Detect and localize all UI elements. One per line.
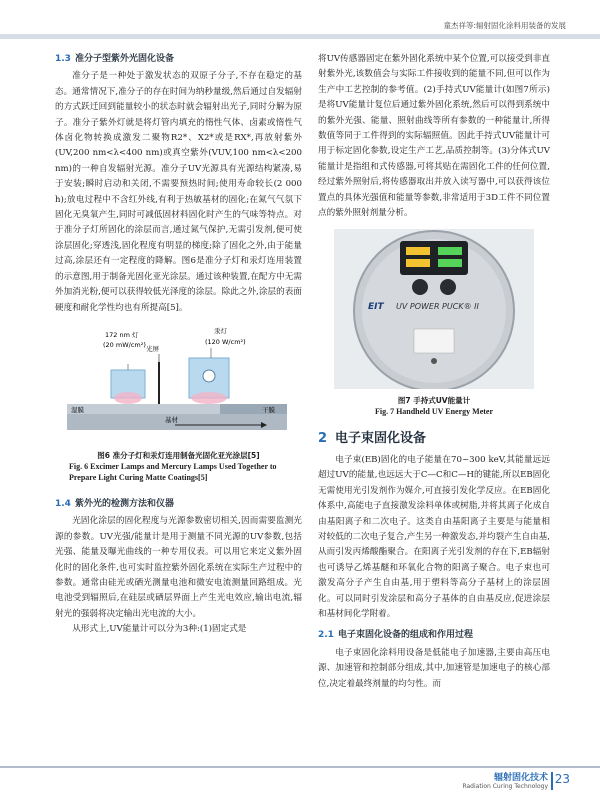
meter-product-name: UV POWER PUCK® II <box>396 302 479 312</box>
paragraph-excimer: 准分子是一种处于激发状态的双原子分子,不存在稳定的基态。通常情况下,准分子的存在时间为纳秒量级,然后通过自发辐射的方式跃迁回到能量较小的状态时就会辐射出光子,同时分解为原子。准分子紫外灯就是将灯管内填充的惰性气体、卤素或惰性气体卤化物转换成激发二聚物R2*、X2*或是RX*,再放射紫外(UV,200 nm<λ<400 nm)或真空紫外(VUV,100 nm<λ<200 nm)的一种自发辐射光源。准分子UV光源具有光源结构紧凑,易于安装;瞬时启动和关闭,不需要预热时间;使用寿命较长(2 000 h);放电过程中不含红外线,有利于热敏基材的固化;在氮气气氛下固化无臭氧产生,同时可减低固材料固化时产生的气味等特点。对于准分子灯所固化的涂层而言,通过氮气保护,无需引发剂,便可使涂层固化;穿透浅,固化程度有明显的梯度;除了固化之外,由于能量过高,涂层还有一定程度的降解。图6是准分子灯和汞灯连用装置的示意图,用于制备光固化亚光涂层。通过该种装置,在配方中无需外加消光粉,便可以获得较低光泽度的涂层。除此之外,涂层的表面硬度和耐化学性均也有所提高[5]。 <box>55 71 302 313</box>
paragraph-eb-curing: 电子束(EB)固化的电子能量在70~300 keV,其能量远远超过UV的能量,也远远大于C—C和C—H的键能,所以EB固化无需使用光引发剂作为媒介,可直接引发化学反应。在EB固化体系中,高能电子直接激发涂料单体或树脂,并将其离子化成自由基阳离子和二次电子。这类自由基阳离子主要是与能量相对较低的二次电子复合,产生另一种激发态,并均裂产生自由基,从而引发丙烯酸酯聚合。在阳离子光引发剂的存在下,EB辐射也可诱导乙烯基醚和环氧化合物的阳离子聚合。电子束也可激发高分子产生自由基,用于塑料等高分子基材上的涂层固化。可以同时引发涂层和高分子基体的自由基反应,促进涂层和基材间化学附着。 <box>318 454 550 619</box>
figure-6-diagram <box>55 324 302 444</box>
section-number: 2 <box>318 431 328 447</box>
paragraph-meter-types-continued: 将UV传感器固定在紫外固化系统中某个位置,可以接受到非直射紫外光,该数值会与实际工件接收到的能量不同,但可以作为生产中工艺控制的参考值。(2)手持式UV能量计(如图7所示)是将UV能量计复位后通过紫外固化系统,然后可以得到系统中的紫外光强、能量、照射曲线等所有参数的一种能量计,所得数值等同于工件得到的实际辐照值。因此手持式UV能量计可用于标定固化参数,设定生产工艺,品质控制等。(3)分体式UV能量计是指组和式传感器,可将其贴在需固化工件的任何位置,经过紫外照射后,将传感器取出并放入读写器中,可以获得该位置点的具体光强值和能量等参数,非常适用于3D工件不同位置点的紫外照射剂量分析。 <box>318 54 550 219</box>
shield-label: 光屏 <box>146 344 159 353</box>
meter-button-left <box>412 279 428 295</box>
running-title: 童杰祥等:辐射固化涂料用装备的发展 <box>443 21 566 30</box>
dry-film-band <box>220 404 287 414</box>
figure-7-caption-zh: 图7 手持式UV能量计 <box>397 396 471 406</box>
page-number-bar <box>551 772 553 790</box>
page-number: 23 <box>554 772 570 786</box>
light-shield <box>158 362 160 404</box>
section-2-heading <box>318 431 550 446</box>
figure-7-caption-en: Fig. 7 Handheld UV Energy Meter <box>374 407 494 417</box>
figure-6-caption-zh: 图6 准分子灯和汞灯连用制备光固化亚光涂层[5] <box>97 450 260 460</box>
journal-name-zh: 辐射固化技术 <box>493 773 548 783</box>
figure-6 <box>55 324 302 483</box>
dry-film-label: 干膜 <box>262 405 275 414</box>
section-title: 紫外光的检测方法和仪器 <box>74 498 174 509</box>
journal-name-en: Radiation Curing Technology <box>462 783 548 790</box>
footer-journal <box>462 770 548 790</box>
paragraph-uv-meter-types: 从形式上,UV能量计可以分为3种:(1)固定式是 <box>72 624 247 635</box>
mercury-lamp-power: (120 W/cm²) <box>205 337 246 346</box>
section-number: 1.4 <box>55 498 71 509</box>
uv-meter-photo <box>334 229 534 389</box>
meter-display <box>400 241 468 275</box>
meter-brand: EIT <box>368 302 384 313</box>
lamp-172-label: 172 nm 灯 <box>105 330 139 339</box>
left-column <box>55 52 302 638</box>
section-2-1-heading <box>318 628 550 643</box>
mercury-lamp-label: 汞灯 <box>214 326 227 335</box>
mercury-glow <box>191 392 227 404</box>
paragraph-uv-detection: 光固化涂层的固化程度与光源参数密切相关,因而需要监测光源的参数。UV光强/能量计是用于测量不同光源的UV参数,包括光强、能量及曝光曲线的一种专用仪表。可以用它来定义紫外固化时的固化条件,也可实时监控紫外固化系统在实际生产过程中的参数。通常由硅光或硒光测量电池和微安电流测量回路组成。光电池受到辐照后,在硅层或硒层界面上产生光电效应,输出电流,辐射光的强弱将决定输出光电流的大小。 <box>55 516 302 619</box>
section-1-3-heading <box>55 52 302 67</box>
figure-7 <box>318 229 550 417</box>
header-rule <box>0 34 600 39</box>
meter-button-right <box>440 279 456 295</box>
wet-film-label: 湿膜 <box>71 405 84 414</box>
section-1-4-heading <box>55 497 302 512</box>
right-column <box>318 52 550 692</box>
figure-6-caption-en: Fig. 6 Excimer Lamps and Mercury Lamps Used Together to Prepare Light Curing Matte Coatings[5] <box>69 461 277 482</box>
section-title: 电子束固化设备的组成和作用过程 <box>337 630 473 641</box>
section-title: 准分子型紫外光固化设备 <box>74 54 174 64</box>
paragraph-eb-equipment: 电子束固化涂料用设备是低能电子加速器,主要由高压电源、加速管和控制部分组成,其中,加速管是加速电子的核心部位,决定着最终剂量的均匀性。而 <box>318 647 550 689</box>
lamp-172-power: (20 mW/cm²) <box>103 340 146 349</box>
substrate-label: 基材 <box>165 415 178 424</box>
footer-rule <box>0 766 600 768</box>
mercury-lamp-bulb <box>203 370 215 382</box>
section-number: 1.3 <box>55 54 71 64</box>
excimer-glow <box>114 392 142 404</box>
section-title: 电子束固化设备 <box>335 431 427 447</box>
section-number: 2.1 <box>318 630 334 641</box>
